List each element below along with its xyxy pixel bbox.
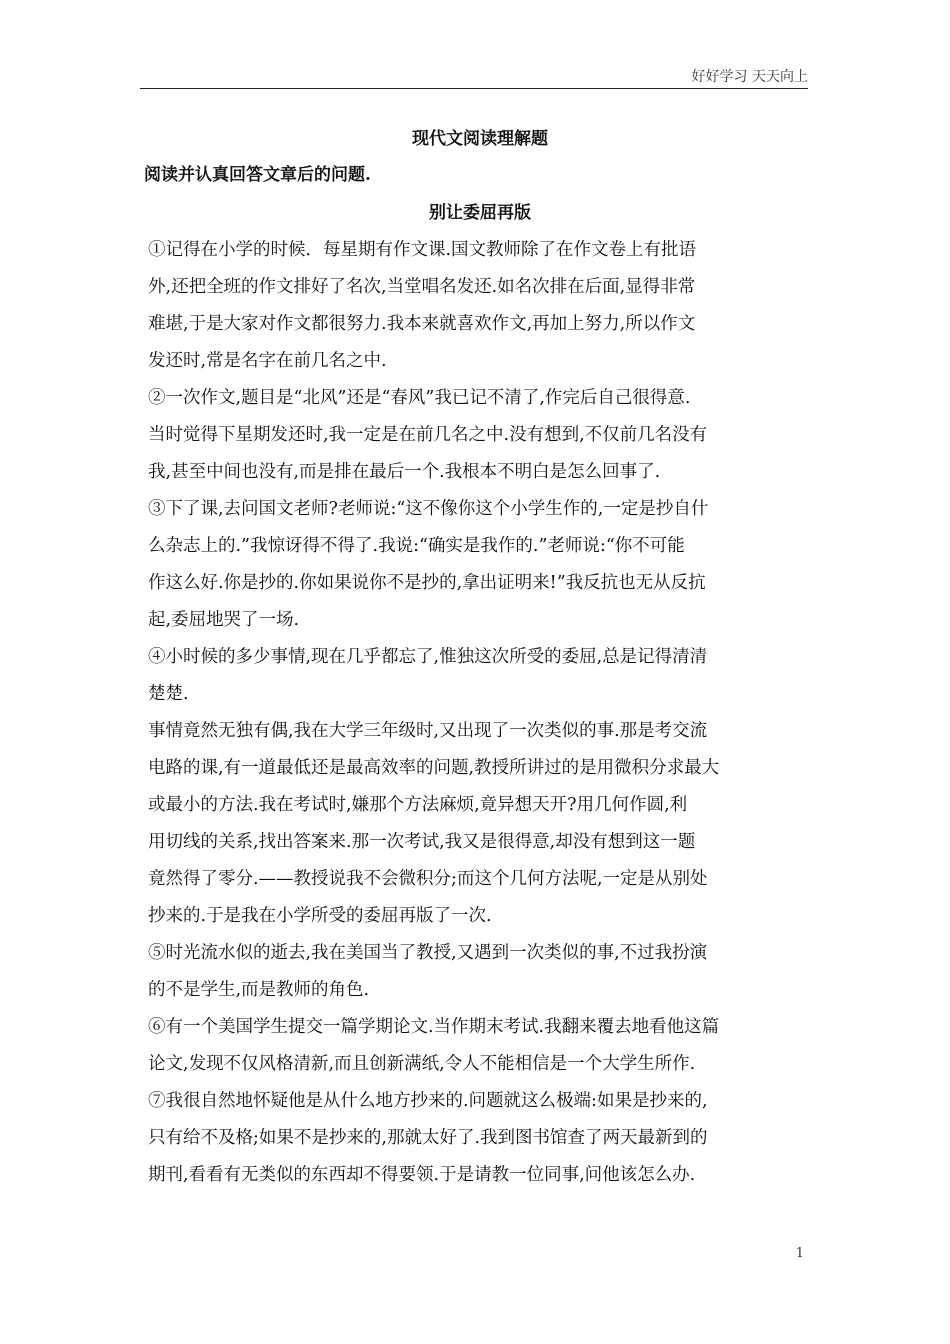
header-divider [140,88,808,89]
text-line: 电路的课,有一道最低还是最高效率的问题,教授所讲过的是用微积分求最大 [148,758,720,778]
text-line: 我,甚至中间也没有,而是排在最后一个.我根本不明白是怎么回事了. [148,462,661,482]
article-body [148,232,813,1194]
page-number: 1 [795,1246,804,1261]
text-line: ⑥有一个美国学生提交一篇学期论文.当作期末考试.我翻来覆去地看他这篇 [148,1017,720,1037]
text-line: 竟然得了零分.——教授说我不会微积分;而这个几何方法呢,一定是从别处 [148,869,708,889]
page-header-text: 好好学习 天天向上 [691,69,808,85]
text-line: ⑤时光流水似的逝去,我在美国当了教授,又遇到一次类似的事,不过我扮演 [148,943,708,963]
text-line: ④小时候的多少事情,现在几乎都忘了,惟独这次所受的委屈,总是记得清清 [148,647,708,667]
text-line: 的不是学生,而是教师的角色. [148,980,370,1000]
text-line: 论文,发现不仅风格清新,而且创新满纸,令人不能相信是一个大学生所作. [148,1054,696,1074]
text-line: 事情竟然无独有偶,我在大学三年级时,又出现了一次类似的事.那是考交流 [148,721,708,741]
document-title: 现代文阅读理解题 [412,129,548,149]
text-line: ①记得在小学的时候．每星期有作文课.国文教师除了在作文卷上有批语 [148,240,697,260]
text-line: 只有给不及格;如果不是抄来的,那就太好了.我到图书馆查了两天最新到的 [148,1128,708,1148]
text-line: ②一次作文,题目是“北风”还是“春风”我已记不清了,作完后自己很得意. [148,388,691,408]
text-line: 用切线的关系,找出答案来.那一次考试,我又是很得意,却没有想到这一题 [148,832,696,852]
text-line: 发还时,常是名字在前几名之中. [148,351,387,371]
text-line: 起,委屈地哭了一场. [148,610,300,630]
text-line: 么杂志上的.”我惊讶得不得了.我说:“确实是我作的.”老师说:“你不可能 [148,536,685,556]
text-line: 或最小的方法.我在考试时,嫌那个方法麻烦,竟异想天开?用几何作圆,利 [148,795,688,815]
text-line: ③下了课,去问国文老师?老师说:“这不像你这个小学生作的,一定是抄自什 [148,499,709,519]
text-line: 外,还把全班的作文排好了名次,当堂唱名发还.如名次排在后面,显得非常 [148,277,696,297]
text-line: 难堪,于是大家对作文都很努力.我本来就喜欢作文,再加上努力,所以作文 [148,314,696,334]
text-line: 楚楚. [148,684,189,704]
text-line: 作这么好.你是抄的.你如果说你不是抄的,拿出证明来!”我反抗也无从反抗 [148,573,706,593]
instruction-text: 阅读并认真回答文章后的问题. [144,165,371,185]
text-line: 期刊,看看有无类似的东西却不得要领.于是请教一位同事,问他该怎么办. [148,1165,696,1185]
text-line: 抄来的.于是我在小学所受的委屈再版了一次. [148,906,492,926]
text-line: 当时觉得下星期发还时,我一定是在前几名之中.没有想到,不仅前几名没有 [148,425,708,445]
story-title: 别让委屈再版 [429,203,531,223]
text-line: ⑦我很自然地怀疑他是从什么地方抄来的.问题就这么极端:如果是抄来的, [148,1091,708,1111]
